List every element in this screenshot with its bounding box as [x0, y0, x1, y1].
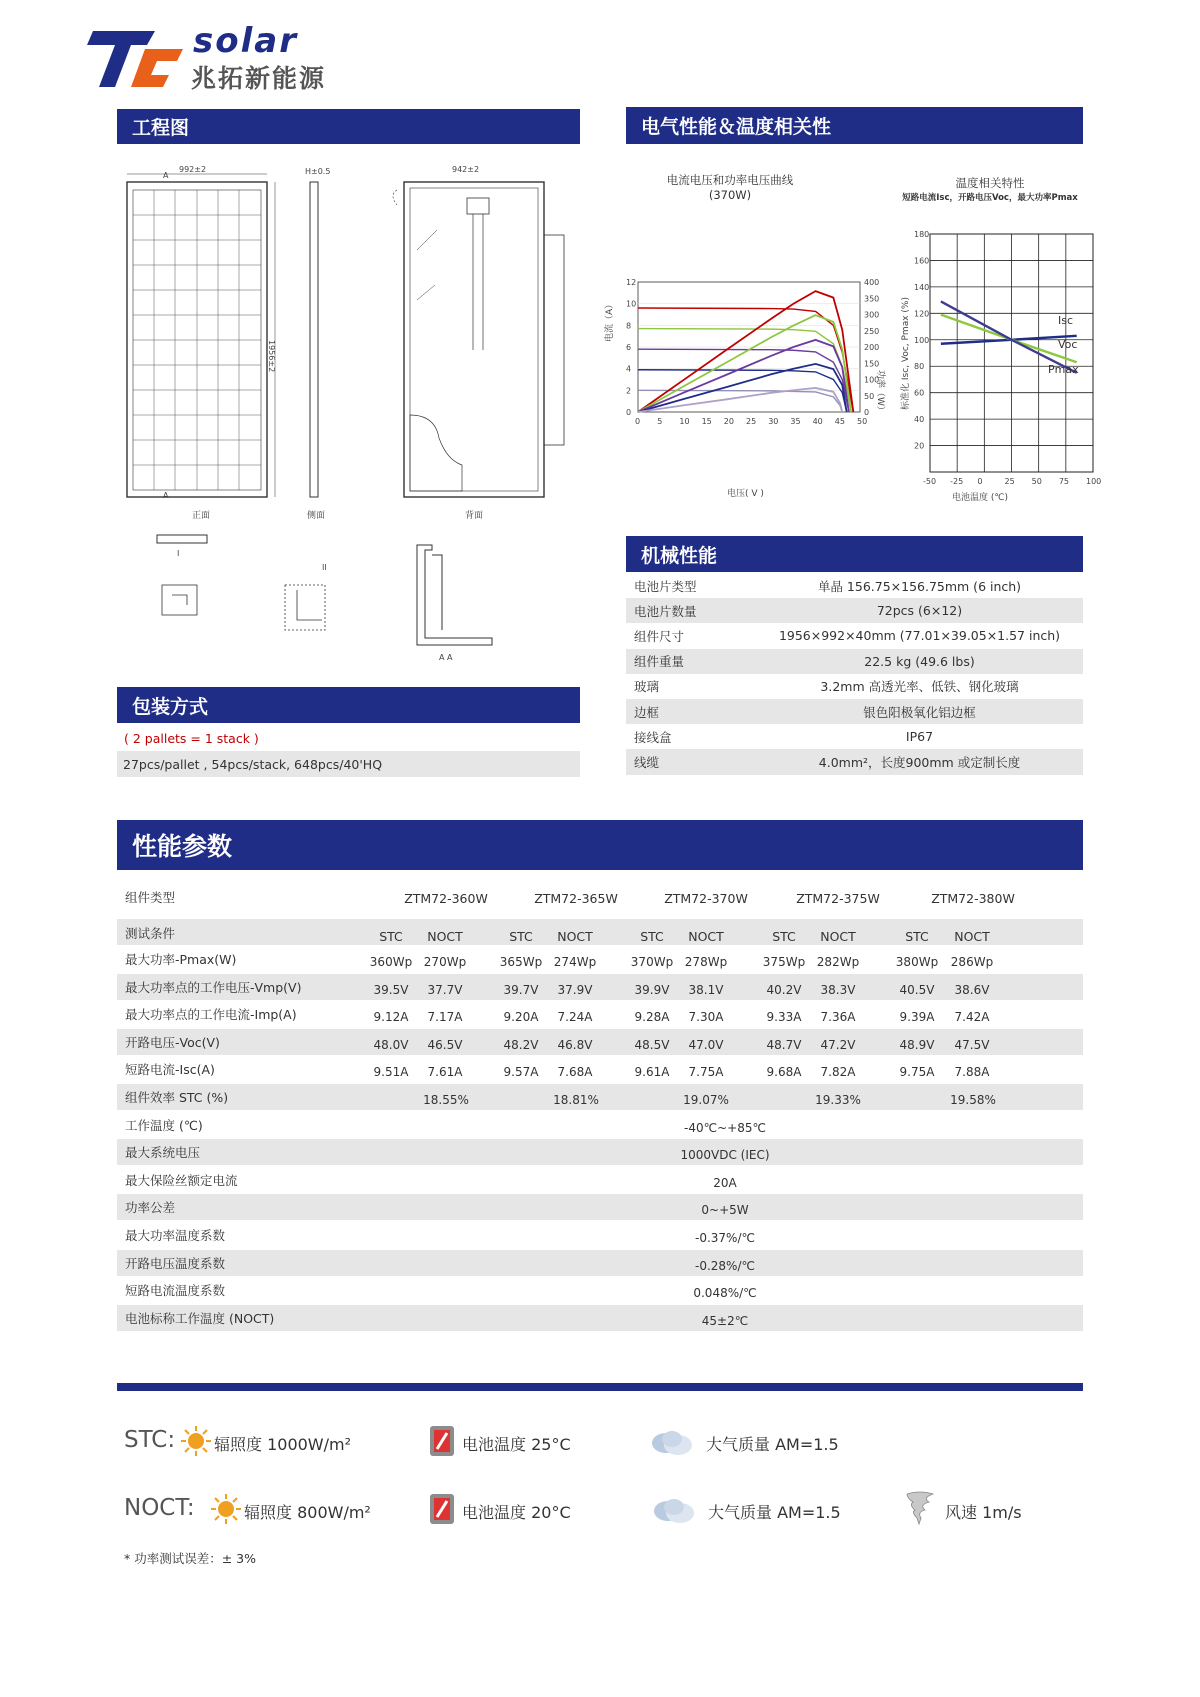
iv-chart-title-line1: 电流电压和功率电压曲线: [666, 173, 794, 187]
iv-chart-title: [640, 172, 820, 202]
stc-header: STC: [509, 929, 533, 944]
param-label: 最大功率-Pmax(W): [125, 952, 237, 967]
sun-icon: [180, 1425, 212, 1457]
param-value: 9.75A: [899, 1065, 935, 1080]
stc-header: STC: [379, 929, 403, 944]
param-value: 48.5V: [634, 1037, 670, 1052]
param-label: 短路电流-Isc(A): [125, 1062, 215, 1078]
iv-y2-tick: 200: [864, 343, 880, 352]
iv-y-tick: 12: [626, 278, 637, 287]
temp-y-tick: 140: [914, 282, 930, 292]
temp-y-tick: 100: [914, 335, 930, 345]
param-value: 48.9V: [899, 1037, 935, 1052]
sun-icon: [210, 1493, 242, 1525]
mechanical-value: IP67: [905, 729, 934, 745]
param-value: 286Wp: [950, 955, 994, 969]
iv-y-tick: 8: [626, 321, 632, 331]
param-value: 9.39A: [899, 1010, 935, 1025]
common-label: 电池标称工作温度 (NOCT): [125, 1310, 275, 1326]
param-value: 7.61A: [427, 1065, 463, 1080]
noct-header: NOCT: [954, 929, 990, 944]
label-front: 正面: [192, 511, 211, 521]
common-value: -40℃~+85℃: [684, 1120, 766, 1135]
mechanical-label: 电池片数量: [634, 603, 697, 619]
model-name: ZTM72-375W: [796, 891, 880, 906]
param-value: 7.75A: [688, 1065, 724, 1080]
mechanical-label: 组件尺寸: [634, 628, 685, 644]
wind-icon: [905, 1490, 935, 1526]
temp-x-tick: 50: [1031, 477, 1042, 486]
mechanical-value: 22.5 kg (49.6 lbs): [864, 653, 975, 669]
iv-y2-tick: 150: [864, 359, 880, 369]
param-value: 380Wp: [895, 955, 939, 969]
param-value: 7.36A: [820, 1010, 856, 1025]
iv-y2-tick: 350: [864, 294, 880, 304]
iv-y2-tick: 250: [864, 326, 880, 336]
logo-brand-text: solar: [193, 21, 298, 61]
param-value: 7.88A: [954, 1065, 990, 1080]
mark-a-bottom: A: [163, 491, 169, 500]
param-value: 38.1V: [688, 982, 724, 997]
noct-label: NOCT:: [124, 1495, 195, 1521]
mechanical-row: [626, 699, 1083, 724]
model-label: 组件类型: [125, 890, 176, 905]
param-label: 最大功率点的工作电流-Imp(A): [125, 1007, 297, 1023]
tc-logo-mark: [85, 27, 185, 91]
common-label: 工作温度 (℃): [125, 1117, 203, 1133]
temp-y-tick: 120: [914, 309, 930, 319]
temp-x-tick: 0: [977, 477, 983, 486]
stc-cell-temp: 电池温度 25°C: [462, 1435, 571, 1454]
thermometer-icon: [428, 1493, 456, 1525]
param-value: 46.8V: [557, 1037, 593, 1052]
dim-back: 942±2: [452, 165, 480, 174]
dim-width: 992±2: [179, 165, 207, 174]
iv-chart: [600, 270, 885, 500]
section-mechanical-header: 机械性能: [626, 536, 1083, 572]
noct-air-mass: 大气质量 AM=1.5: [708, 1503, 841, 1522]
efficiency-value: 18.55%: [423, 1093, 469, 1107]
common-value: -0.37%/℃: [695, 1231, 755, 1245]
temp-y-tick: 60: [914, 388, 925, 398]
param-value: 282Wp: [816, 955, 860, 969]
iv-y-tick: 4: [626, 364, 632, 374]
common-label: 最大系统电压: [125, 1145, 201, 1161]
iv-y2-tick: 50: [864, 391, 875, 401]
mechanical-label: 接线盒: [634, 729, 672, 745]
power-voltage-curve: [638, 340, 849, 412]
noct-cell-temp: 电池温度 20°C: [462, 1503, 571, 1522]
mechanical-row: [626, 749, 1083, 774]
noct-wind-speed: 风速 1m/s: [945, 1503, 1022, 1522]
iv-x-tick: 45: [834, 417, 845, 426]
param-value: 9.68A: [766, 1065, 802, 1080]
mechanical-label: 电池片类型: [634, 578, 697, 594]
mechanical-value: 银色阳极氧化铝边框: [863, 704, 976, 720]
temp-y-tick: 80: [914, 362, 925, 372]
common-label: 短路电流温度系数: [125, 1283, 226, 1299]
iv-y2-tick: 300: [864, 310, 880, 320]
param-value: 365Wp: [499, 955, 543, 969]
common-value: 20A: [713, 1175, 737, 1190]
param-value: 360Wp: [369, 955, 413, 969]
iv-y-tick: 10: [626, 299, 637, 309]
efficiency-value: 18.81%: [553, 1093, 599, 1107]
param-value: 47.2V: [820, 1037, 856, 1052]
temp-x-tick: -25: [950, 477, 964, 486]
iv-x-tick: 20: [723, 417, 734, 426]
param-value: 9.28A: [634, 1010, 670, 1025]
common-label: 最大功率温度系数: [125, 1228, 226, 1243]
param-value: 7.82A: [820, 1065, 856, 1080]
dim-side: H±0.5: [305, 167, 331, 176]
iv-x-tick: 25: [746, 417, 757, 426]
mechanical-row: [626, 724, 1083, 749]
section-drawing-header: 工程图: [117, 109, 580, 144]
param-value: 7.24A: [557, 1010, 593, 1025]
param-value: 38.6V: [954, 982, 990, 997]
cloud-icon: [648, 1425, 694, 1457]
label-back: 背面: [465, 511, 484, 521]
iv-x-tick: 35: [790, 417, 801, 426]
iv-y2-tick: 400: [864, 278, 880, 287]
efficiency-value: 19.58%: [950, 1093, 996, 1107]
param-value: 7.17A: [427, 1010, 463, 1025]
packing-row: [117, 751, 580, 777]
model-name: ZTM72-370W: [664, 891, 748, 906]
param-value: 375Wp: [762, 955, 806, 969]
mark-ii: II: [322, 563, 327, 572]
legend-voc: Voc: [1058, 338, 1078, 351]
param-value: 48.2V: [503, 1037, 539, 1052]
temp-chart-title-line1: 温度相关特性: [955, 176, 1025, 190]
mechanical-value: 1956×992×40mm (77.01×39.05×1.57 inch): [778, 628, 1061, 644]
iv-x-tick: 30: [768, 417, 779, 426]
mechanical-row: [626, 623, 1083, 648]
efficiency-value: 19.07%: [683, 1093, 729, 1107]
efficiency-value: 19.33%: [815, 1093, 861, 1107]
packing-line1: ( 2 pallets = 1 stack ): [124, 731, 259, 746]
thermometer-icon: [428, 1425, 456, 1457]
iv-x-tick: 15: [701, 417, 712, 426]
param-value: 9.51A: [373, 1065, 409, 1080]
param-value: 48.0V: [373, 1037, 409, 1052]
iv-y-tick: 6: [626, 343, 632, 352]
packing-line2: 27pcs/pallet , 54pcs/stack, 648pcs/40'HQ: [123, 756, 383, 772]
temp-x-tick: 100: [1086, 477, 1102, 486]
stc-irradiance: 辐照度 1000W/m²: [214, 1435, 352, 1454]
iv-y2-tick: 100: [864, 375, 880, 385]
detail-corner: [162, 585, 197, 615]
stc-header: STC: [640, 929, 664, 944]
detail-i: [157, 535, 207, 543]
mechanical-value: 单晶 156.75×156.75mm (6 inch): [817, 578, 1022, 594]
param-value: 37.9V: [557, 982, 593, 997]
param-value: 278Wp: [684, 955, 728, 969]
stc-air-mass: 大气质量 AM=1.5: [706, 1435, 839, 1454]
side-view: [310, 182, 318, 497]
temp-chart-title-line2: 短路电流Isc，开路电压Voc，最大功率Pmax: [902, 193, 1078, 203]
temp-x-tick: 75: [1058, 477, 1070, 486]
temp-y-tick: 160: [914, 256, 930, 266]
param-value: 46.5V: [427, 1037, 463, 1052]
common-value: 45±2℃: [701, 1313, 749, 1328]
temp-xlabel: 电池温度 (℃): [952, 493, 1008, 503]
section-electrical-header: 电气性能＆温度相关性: [626, 107, 1083, 144]
param-value: 9.20A: [503, 1010, 539, 1025]
param-value: 274Wp: [553, 955, 597, 969]
cloud-icon: [650, 1493, 696, 1525]
iv-x-tick: 0: [635, 417, 641, 426]
legend-isc: Isc: [1058, 314, 1074, 327]
param-value: 7.42A: [954, 1010, 990, 1025]
engineering-drawing: [117, 160, 580, 670]
efficiency-label: 组件效率 STC (%): [125, 1090, 229, 1105]
temp-y-tick: 20: [914, 441, 925, 451]
param-value: 38.3V: [820, 982, 856, 997]
noct-irradiance: 辐照度 800W/m²: [244, 1503, 371, 1522]
mark-aa: A A: [439, 653, 453, 662]
temp-x-tick: 25: [1004, 477, 1015, 486]
param-value: 40.5V: [899, 982, 935, 997]
model-name: ZTM72-365W: [534, 891, 618, 906]
detail-aa-profile: [417, 545, 492, 645]
param-value: 370Wp: [630, 955, 674, 969]
mechanical-value: 72pcs (6×12): [876, 603, 963, 619]
iv-y-tick: 2: [626, 386, 632, 396]
noct-header: NOCT: [427, 929, 463, 944]
iv-x-tick: 5: [657, 417, 663, 426]
param-value: 39.9V: [634, 982, 670, 997]
noct-header: NOCT: [688, 929, 724, 944]
mark-i: I: [177, 549, 180, 558]
logo-cn-text: 兆拓新能源: [191, 64, 327, 93]
temp-chart-title: [895, 175, 1085, 203]
iv-y2label: 功率（W）: [875, 370, 885, 415]
param-label: 最大功率点的工作电压-Vmp(V): [125, 979, 302, 995]
iv-ylabel: 电流（A）: [605, 299, 615, 342]
param-value: 37.7V: [427, 982, 463, 997]
param-value: 39.7V: [503, 982, 539, 997]
param-value: 9.61A: [634, 1065, 670, 1080]
noct-header: NOCT: [820, 929, 856, 944]
mechanical-label: 玻璃: [634, 679, 660, 695]
company-logo: [85, 21, 375, 93]
section-performance-header: 性能参数: [117, 820, 1083, 870]
common-label: 开路电压温度系数: [125, 1255, 226, 1271]
param-value: 9.57A: [503, 1065, 539, 1080]
dim-height: 1956±2: [267, 340, 276, 373]
temp-ylabel: 标准化 Isc, Voc, Pmax (%): [901, 297, 911, 410]
common-value: 0~+5W: [701, 1203, 749, 1218]
model-name: ZTM72-360W: [404, 891, 488, 906]
param-value: 47.5V: [954, 1037, 990, 1052]
iv-x-tick: 10: [679, 417, 690, 426]
iv-xlabel: 电压( V ): [727, 489, 764, 499]
model-name: ZTM72-380W: [931, 891, 1015, 906]
label-side: 侧面: [307, 511, 326, 521]
iv-x-tick: 50: [857, 417, 868, 426]
iv-y-tick: 0: [626, 408, 632, 417]
param-value: 270Wp: [423, 955, 467, 969]
param-label: 开路电压-Voc(V): [125, 1034, 220, 1050]
stc-header: STC: [772, 929, 796, 944]
iv-chart-title-line2: (370W): [708, 188, 752, 202]
stc-label: STC:: [124, 1427, 176, 1453]
current-voltage-curve: [638, 390, 842, 412]
back-view: [393, 182, 564, 497]
condition-label: 测试条件: [125, 926, 176, 941]
mechanical-label: 组件重量: [634, 654, 685, 670]
iv-x-tick: 40: [812, 417, 823, 426]
mechanical-label: 边框: [634, 704, 660, 720]
param-value: 47.0V: [688, 1037, 724, 1052]
stc-header: STC: [905, 929, 929, 944]
mechanical-label: 线缆: [634, 754, 660, 770]
temp-chart: [880, 220, 1102, 510]
mechanical-row: [626, 649, 1083, 674]
mechanical-row: [626, 573, 1083, 598]
param-value: 7.30A: [688, 1010, 724, 1025]
legend-pmax: Pmax: [1048, 363, 1079, 376]
mechanical-row: [626, 598, 1083, 623]
mechanical-value: 4.0mm²，长度900mm 或定制长度: [818, 754, 1021, 770]
iv-y2-tick: 0: [864, 408, 870, 417]
param-value: 7.68A: [557, 1065, 593, 1080]
param-value: 9.33A: [766, 1010, 802, 1025]
common-value: -0.28%/℃: [695, 1258, 755, 1273]
param-value: 40.2V: [766, 982, 802, 997]
temp-y-tick: 180: [914, 230, 930, 239]
temp-y-tick: 40: [914, 415, 925, 425]
footnote: * 功率测试误差：± 3%: [124, 1551, 257, 1566]
param-value: 9.12A: [373, 1010, 409, 1025]
noct-header: NOCT: [557, 929, 593, 944]
common-label: 最大保险丝额定电流: [125, 1172, 238, 1188]
common-label: 功率公差: [125, 1200, 176, 1216]
common-value: 1000VDC (IEC): [680, 1148, 770, 1163]
param-value: 39.5V: [373, 982, 409, 997]
detail-ii: [285, 585, 325, 630]
front-view: [127, 174, 275, 497]
mark-a-top: A: [163, 171, 169, 180]
param-value: 48.7V: [766, 1037, 802, 1052]
section-packing-header: 包装方式: [117, 687, 580, 723]
temp-x-tick: -50: [923, 477, 937, 486]
mechanical-row: [626, 674, 1083, 699]
footer-divider: [117, 1383, 1083, 1391]
common-value: 0.048%/℃: [693, 1286, 757, 1301]
mechanical-value: 3.2mm 高透光率、低铁、钢化玻璃: [820, 679, 1019, 695]
